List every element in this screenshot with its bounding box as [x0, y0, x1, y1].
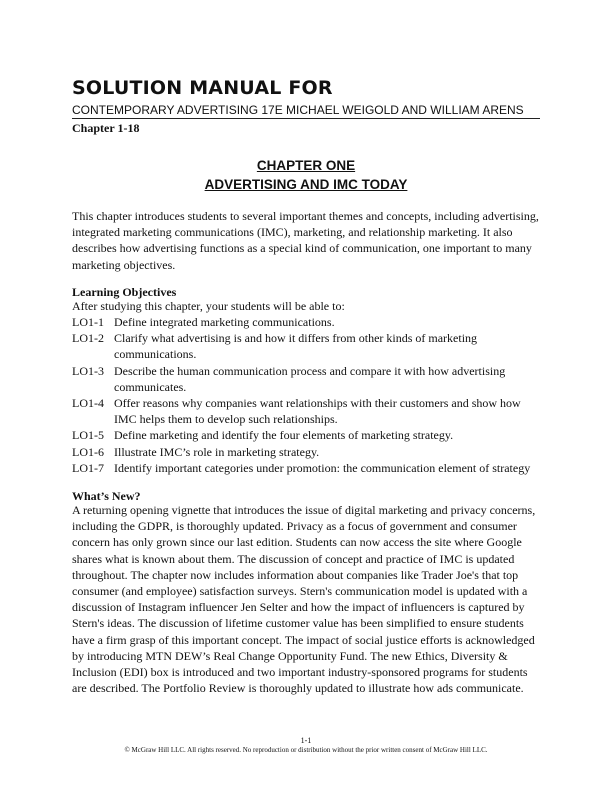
- copyright-notice: © McGraw Hill LLC. All rights reserved. No reproduction or distribution without the prior written consent of McGraw Hill LLC.: [124, 746, 488, 754]
- objective-text: Describe the human communication process and compare it with how advertising communicates.: [114, 363, 506, 394]
- objective-code: LO1-6: [72, 444, 104, 459]
- chapter-range: Chapter 1-18: [72, 121, 140, 135]
- chapter-number: CHAPTER ONE: [256, 158, 356, 173]
- objective-text: Clarify what advertising is and how it differs from other kinds of marketing communications.: [114, 331, 478, 362]
- list-item: [72, 314, 542, 330]
- whats-new-heading: What’s New?: [72, 489, 141, 503]
- objective-code: LO1-2: [72, 331, 104, 346]
- list-item: [72, 363, 542, 395]
- objective-text: Identify important categories under promotion: the communication element of strategy: [114, 460, 531, 475]
- objective-text: Define integrated marketing communications.: [114, 315, 335, 329]
- chapter-title: ADVERTISING AND IMC TODAY: [204, 177, 408, 192]
- document-title: SOLUTION MANUAL FOR: [72, 77, 333, 99]
- objective-code: LO1-5: [72, 428, 104, 443]
- objective-text: Define marketing and identify the four elements of marketing strategy.: [114, 428, 454, 443]
- objective-code: LO1-3: [72, 363, 104, 378]
- chapter-intro: This chapter introduces students to several important themes and concepts, including advertising, integrated marketing communications (IMC), marketing, and relationship marketing. It also describes how advertising functions as a special kind of communication, one important to many marketing objectives.: [72, 209, 539, 272]
- book-subtitle: CONTEMPORARY ADVERTISING 17E MICHAEL WEIGOLD AND WILLIAM ARENS: [72, 103, 524, 117]
- learning-objectives-heading: Learning Objectives: [72, 285, 177, 299]
- list-item: [72, 330, 542, 362]
- objective-code: LO1-4: [72, 396, 104, 411]
- learning-objectives-lead: After studying this chapter, your students will be able to:: [72, 299, 345, 313]
- page-number: 1-1: [300, 736, 312, 745]
- objective-code: LO1-1: [72, 315, 104, 329]
- list-item: [72, 444, 542, 460]
- objective-code: LO1-7: [72, 460, 104, 475]
- header-divider: [72, 118, 540, 119]
- whats-new-text: A returning opening vignette that introduces the issue of digital marketing and privacy concerns, including the GDPR, is thoroughly updated. Privacy as a focus of government and consumer concern has only grown since our last edition. Students can now access the site where Google shares what is known about them. The discussion of concept and practice of IMC is updated throughout. The chapter now includes information about companies like Trader Joe's that top consumer (and employee) satisfaction surveys. Stern's communication model is updated with a discussion of Instagram influencer Jen Selter and how the impact of influencers is captured by Stern's ideas. The discussion of lifetime customer value has been simplified to ensure students have a firm grasp of this important concept. The impact of social justice efforts is acknowledged by introducing MTN DEW’s Real Change Opportunity Fund. The new Ethics, Diversity & Inclusion (EDI) box is introduced and two important industry-sponsored programs for students are described. The Portfolio Review is thoroughly updated to illustrate how ads communicate.: [72, 503, 536, 696]
- learning-objectives-list: [72, 314, 542, 476]
- objective-text: Offer reasons why companies want relationships with their customers and show how IMC helps them to develop such relationships.: [114, 396, 521, 427]
- list-item: [72, 427, 542, 443]
- list-item: [72, 460, 542, 476]
- objective-text: Illustrate IMC’s role in marketing strategy.: [114, 444, 320, 459]
- list-item: [72, 395, 542, 427]
